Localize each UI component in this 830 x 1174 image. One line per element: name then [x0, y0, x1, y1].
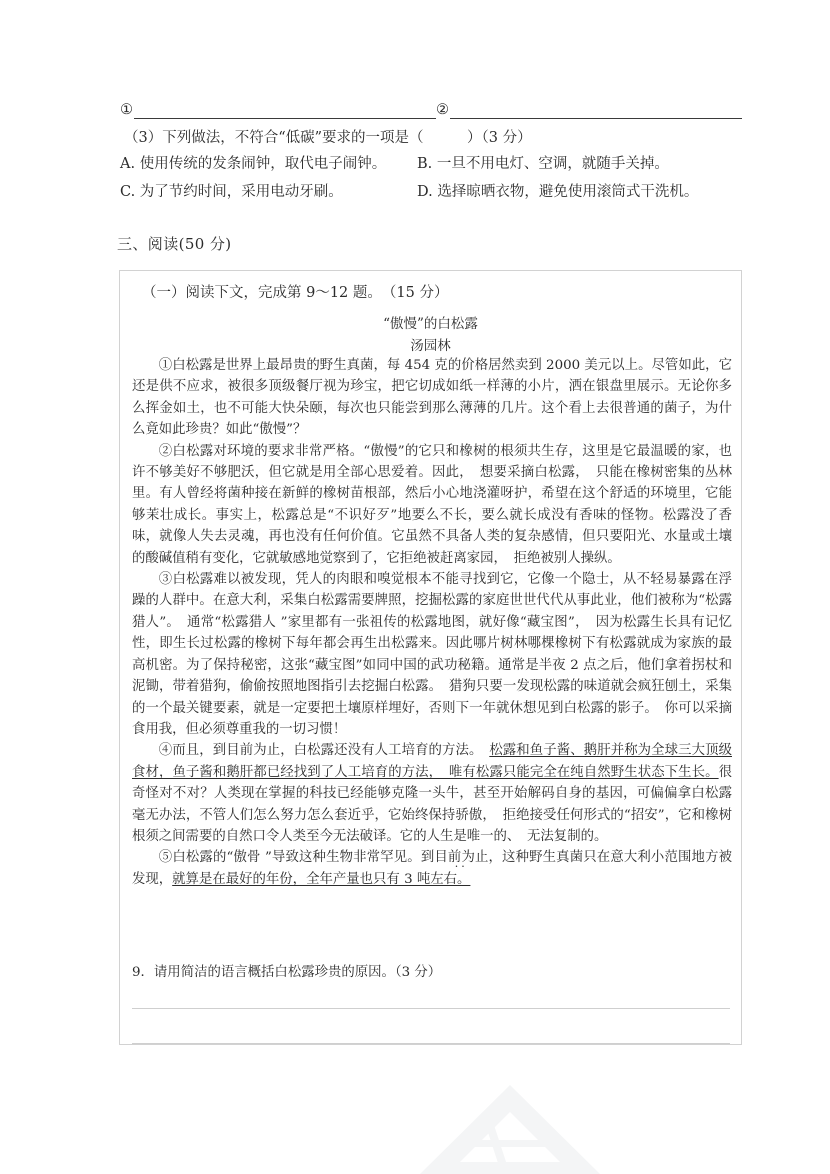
option-b-key: B.	[417, 156, 433, 172]
blank-marker-2: ②	[436, 102, 449, 118]
article-paragraph-3: ③白松露难以被发现，凭人的肉眼和嗅觉根本不能寻找到它，它像一个隐士，从不轻易暴露在浮躁的人群中。在意大利，采集白松露需要牌照，挖掘松露的家庭世世代代从事此业，他们被称为“松露猎人”。 通常“松露猎人 ”家里都有一张祖传的松露地图，就好像“藏宝图”， 因为松露生长具有记忆性，即生长过松露的橡树下每年都会再生出松露来。因此哪片树林哪棵橡树下有松露就成为家族的最高机密。为了保持秘密，这张“藏宝图”如同中国的武功秘籍。通常是半夜 2 点之后，他们拿着拐杖和泥锄，带着猎狗，偷偷按照地图指引去挖掘白松露。 猎狗只要一发现松露的味道就会疯狂刨土，采集的一个最关键要素，就是一定要把土壤原样埋好，否则下一年就休想见到白松露的影子。 你可以采摘食用我，但必须尊重我的一切习惯！	[132, 572, 732, 737]
paragraph-4-lead: ④而且，到目前为止，白松露还没有人工培育的方法。	[158, 743, 490, 759]
answer-line-1[interactable]	[132, 1008, 730, 1009]
reading-passage-box	[119, 270, 742, 1045]
option-a[interactable]	[120, 152, 417, 173]
article-paragraph-1: ①白松露是世界上最昂贵的野生真菌，每 454 克的价格居然卖到 2000 美元以上。尽管如此，它还是供不应求，被很多顶级餐厅视为珍宝，把它切成如纸一样薄的小片，洒在银盘里展示。无论你多么挥金如土，也不可能大快朵颐，每次也只能尝到那么薄薄的几片。这个看上去很普通的菌子，为什么竟如此珍贵？如此“傲慢”？	[132, 358, 732, 438]
question-9-prompt: 9．请用简洁的语言概括白松露珍贵的原因。（3 分）	[132, 965, 442, 980]
option-d[interactable]	[417, 180, 742, 201]
answer-line-2[interactable]	[132, 1043, 730, 1044]
blank-marker-1: ①	[120, 102, 133, 118]
fill-in-blank-row	[120, 103, 742, 119]
option-d-key: D.	[417, 184, 433, 200]
article-paragraph-2: ②白松露对环境的要求非常严格。“傲慢”的它只和橡树的根须共生存，这里是它最温暖的家，也许不够美好不够肥沃，但它就是用全部心思爱着。因此， 想要采摘白松露， 只能在橡树密集的丛林里。有人曾经将菌种接在新鲜的橡树苗根部，然后小心地浇灌呀护，希望在这个舒适的环境里，它能够茉壮成长。事实上，松露总是“不识好歹”地要么不长，要么就长成没有香味的怪物。松露没了香味，就像人失去灵魂，再也没有任何价值。它虽然不具备人类的复杂感情，但只要阳光、水量或土壤的酸碱值稍有变化，它就敏感地觉察到了，它拒绝被赶离家园， 拒绝被别人操纵。	[132, 443, 732, 566]
option-b-text: 一旦不用电灯、空调，就随手关掉。	[436, 156, 669, 172]
article-paragraph-5	[132, 847, 732, 890]
question-3-options-row-2	[120, 180, 742, 201]
option-c-text: 为了节约时间，采用电动牙刷。	[139, 184, 343, 200]
option-c-key: C.	[120, 184, 136, 200]
article-paragraph-4	[132, 740, 732, 847]
paragraph-4-tail: 很奇怪对不对？人类现在掌握的科技已经能够克隆一头牛，甚至开始解码自身的基因，可偏偏拿白松露毫无办法，不管人们怎么努力怎么套近乎，它始终保持骄傲， 拒绝接受任何形式的“招安”，它和橡树根须之间需要的自然口令人类至今无法破译。它的人生是唯一的、 无法复制的。	[132, 764, 732, 844]
blank-unit-2	[436, 103, 742, 119]
article-title: “傲慢”的白松露	[383, 316, 478, 332]
option-d-text: 选择晾晒衣物，避免使用滚筒式干洗机。	[437, 184, 699, 200]
option-c[interactable]	[120, 180, 417, 201]
option-a-key: A.	[120, 156, 136, 172]
paragraph-5-lead: ⑤白松露的“傲骨 ”导致这种生物非常罕见。到	[158, 850, 435, 866]
paragraph-5-emphasis: 目前 ··	[434, 850, 461, 865]
section-heading-reading: 三、阅读(50 分)	[117, 235, 232, 253]
blank-unit-1	[120, 103, 436, 119]
blank-line-1[interactable]	[134, 105, 436, 119]
paragraph-5-underlined: 就算是在最好的年份，全年产量也只有 3 吨左右。	[172, 871, 471, 887]
paragraph-5-mid: 为止，这种野生真菌只在意大利小范围地方被发现，	[132, 850, 733, 887]
blank-line-2[interactable]	[450, 105, 742, 119]
question-3-prompt: （3）下列做法，不符合“低碳”要求的一项是（ ）（3 分）	[124, 130, 532, 146]
option-b[interactable]	[417, 152, 742, 173]
question-3-options-row-1	[120, 152, 742, 173]
reading-sub-heading: （一）阅读下文，完成第 9～12 题。 （15 分）	[142, 285, 449, 301]
article-author: 汤园林	[410, 338, 451, 354]
option-a-text: 使用传统的发条闹钟，取代电子闹钟。	[139, 156, 387, 172]
paragraph-4-underlined: 松露和鱼子酱、鹅肝并称为全球三大顶级食材，鱼子酱和鹅肝都已经找到了人工培育的方法， 唯有松露只能完全在纯自然野生状态下生长。	[132, 743, 732, 780]
article-body	[132, 355, 732, 890]
